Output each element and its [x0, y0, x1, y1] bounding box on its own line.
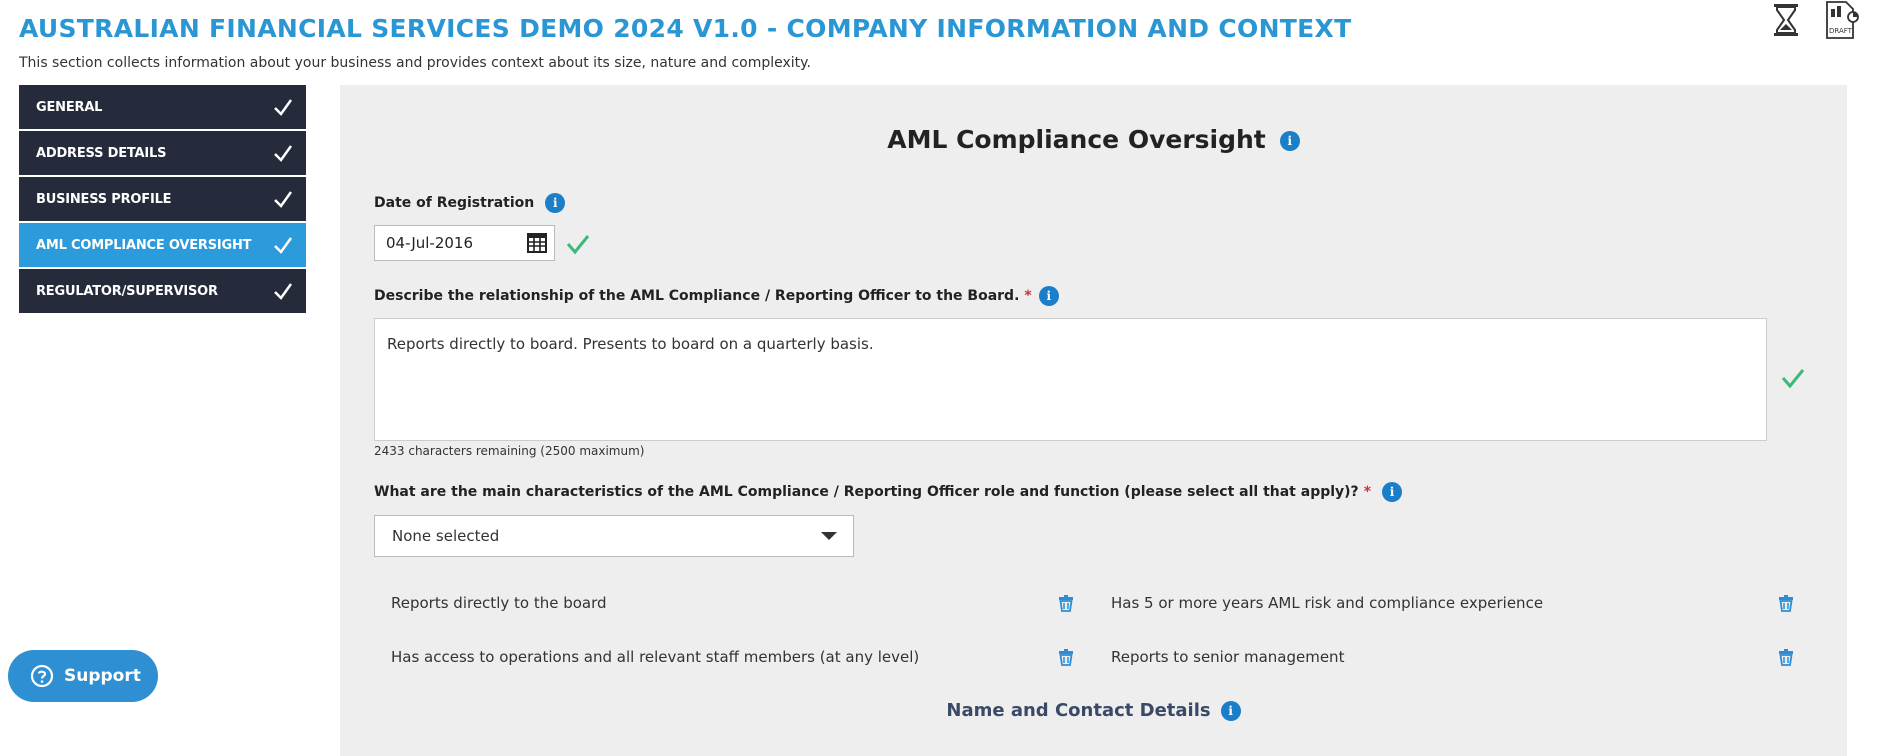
- support-label: Support: [64, 666, 141, 686]
- characteristics-label: [374, 482, 1402, 502]
- sidebar-item-regulator-supervisor[interactable]: [19, 269, 306, 315]
- required-marker: *: [1363, 484, 1372, 500]
- info-icon[interactable]: i: [545, 193, 565, 213]
- character-count: 2433 characters remaining (2500 maximum): [374, 444, 645, 458]
- option-label: Has 5 or more years AML risk and compliance experience: [1111, 594, 1544, 612]
- relationship-textarea[interactable]: Reports directly to board. Presents to board on a quarterly basis.: [374, 318, 1767, 441]
- option-label: Reports to senior management: [1111, 648, 1345, 666]
- selected-option: [391, 642, 1076, 672]
- sidebar-item-address-details[interactable]: [19, 131, 306, 177]
- sidebar-item-general[interactable]: [19, 85, 306, 131]
- checkmark-icon: [272, 96, 294, 118]
- section-nav: [19, 85, 306, 315]
- selected-option: [1111, 642, 1796, 672]
- section-title-text: AML Compliance Oversight: [887, 125, 1266, 154]
- select-value: None selected: [392, 527, 500, 545]
- checkmark-icon: [272, 234, 294, 256]
- date-of-registration-label: [374, 193, 565, 213]
- info-icon[interactable]: i: [1039, 286, 1059, 306]
- page-title: AUSTRALIAN FINANCIAL SERVICES DEMO 2024 V1.0 - COMPANY INFORMATION AND CONTEXT: [19, 14, 1352, 43]
- delete-icon[interactable]: [1776, 593, 1796, 613]
- info-icon[interactable]: i: [1221, 701, 1241, 721]
- date-of-registration-input[interactable]: [374, 225, 555, 261]
- chevron-down-icon: [821, 532, 837, 540]
- sidebar-item-label: GENERAL: [36, 99, 103, 115]
- info-icon[interactable]: i: [1280, 131, 1300, 151]
- top-toolbar: [1768, 2, 1860, 38]
- sidebar-item-label: BUSINESS PROFILE: [36, 191, 172, 207]
- label-text: Describe the relationship of the AML Compliance / Reporting Officer to the Board.: [374, 288, 1020, 304]
- support-button[interactable]: [8, 650, 158, 702]
- valid-check-icon: [1780, 365, 1806, 391]
- option-label: Reports directly to the board: [391, 594, 607, 612]
- calendar-icon[interactable]: [526, 232, 548, 254]
- checkmark-icon: [272, 142, 294, 164]
- info-icon[interactable]: i: [1382, 482, 1402, 502]
- required-marker: *: [1024, 288, 1032, 304]
- delete-icon[interactable]: [1056, 647, 1076, 667]
- sidebar-item-label: AML COMPLIANCE OVERSIGHT: [36, 237, 252, 253]
- hourglass-icon[interactable]: [1768, 2, 1804, 38]
- delete-icon[interactable]: [1056, 593, 1076, 613]
- option-label: Has access to operations and all relevant staff members (at any level): [391, 648, 920, 666]
- characteristics-select[interactable]: [374, 515, 854, 557]
- draft-report-icon[interactable]: [1824, 2, 1860, 38]
- help-circle-icon: [30, 664, 54, 688]
- checkmark-icon: [272, 280, 294, 302]
- delete-icon[interactable]: [1776, 647, 1796, 667]
- sidebar-item-business-profile[interactable]: [19, 177, 306, 223]
- subsection-title: [340, 700, 1847, 721]
- date-value: 04-Jul-2016: [386, 234, 474, 252]
- sidebar-item-label: ADDRESS DETAILS: [36, 145, 167, 161]
- valid-check-icon: [565, 231, 591, 257]
- form-panel: [340, 85, 1847, 756]
- selected-option: [391, 588, 1076, 618]
- page-subtitle: This section collects information about your business and provides context about its size, nature and complexity.: [19, 55, 811, 71]
- sidebar-item-aml-compliance-oversight[interactable]: [19, 223, 306, 269]
- subsection-title-text: Name and Contact Details: [946, 700, 1211, 721]
- sidebar-item-label: REGULATOR/SUPERVISOR: [36, 283, 218, 299]
- selected-option: [1111, 588, 1796, 618]
- checkmark-icon: [272, 188, 294, 210]
- relationship-label: [374, 286, 1059, 306]
- label-text: What are the main characteristics of the AML Compliance / Reporting Officer role and function (please select all that apply)?: [374, 484, 1359, 500]
- label-text: Date of Registration: [374, 195, 535, 211]
- draft-label: DRAFT: [1829, 27, 1852, 35]
- section-title: [340, 125, 1847, 154]
